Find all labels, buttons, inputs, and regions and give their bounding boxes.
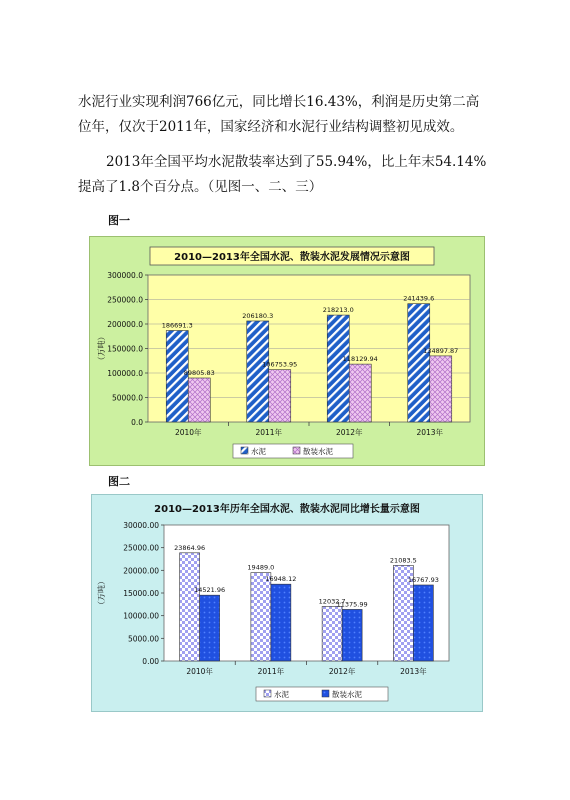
y-tick-label: 25000.00 [123,543,159,553]
legend-label: 水泥 [251,447,266,456]
bar-bulk-cement [413,585,433,661]
x-tick-label: 2013年 [416,428,444,437]
data-label: 19489.0 [247,563,275,572]
y-tick-label: 100000.0 [107,369,143,378]
y-tick-label: 300000.0 [107,271,143,280]
y-tick-label: 200000.0 [107,320,143,329]
data-label: 206180.3 [242,311,274,320]
data-label: 118129.94 [342,355,378,364]
x-tick-label: 2011年 [255,428,283,437]
paragraph-profit [78,90,498,140]
bar-cement [322,606,342,661]
legend-swatch [264,690,271,697]
data-label: 23864.96 [174,543,206,552]
paragraph-bulk-rate [78,150,498,200]
y-tick-label: 20000.00 [123,566,159,576]
y-tick-label: 15000.00 [123,589,159,598]
bar-bulk-cement [349,364,371,422]
data-label: 241439.6 [403,294,435,303]
chart-title: 2010—2013年历年全国水泥、散装水泥同比增长量示意图 [154,504,420,515]
legend-label: 水泥 [274,690,289,699]
data-label: 12032.7 [318,597,346,606]
legend-label: 散装水泥 [332,690,362,699]
x-tick-label: 2010年 [186,667,213,676]
y-tick-label: 250000.0 [107,295,143,305]
bar-bulk-cement [188,378,210,422]
data-label: 218213.0 [322,306,354,315]
x-tick-label: 2011年 [257,667,285,676]
y-tick-label: 30000.00 [123,521,159,530]
figure-1-caption: 图一 [108,214,130,227]
bar-bulk-cement [269,370,291,422]
data-label: 11375.99 [336,600,368,609]
figure-2-caption: 图二 [108,475,130,488]
chart-1-svg [90,237,484,465]
bar-cement [327,315,349,422]
bar-bulk-cement [342,609,362,661]
x-tick-label: 2012年 [335,428,363,437]
data-label: 186691.3 [161,321,193,330]
bar-cement [251,573,271,661]
paragraph-line: 2013年全国平均水泥散装率达到了55.94%，比上年末54.14% [106,154,487,170]
x-tick-label: 2013年 [400,667,427,676]
bar-cement [408,304,430,422]
data-label: 134897.87 [423,346,459,355]
chart-2 [91,494,483,712]
bar-cement [247,321,269,422]
data-label: 106753.95 [262,360,298,369]
y-tick-label: 150000.0 [107,344,143,354]
data-label: 16948.12 [265,575,297,584]
paragraph-line: 提高了1.8个百分点。（见图一、二、三） [78,179,323,195]
paragraph-line: 水泥行业实现利润766亿元，同比增长16.43%，利润是历史第二高 [78,94,480,110]
y-tick-label: 0.0 [131,418,143,427]
chart-1 [89,236,485,466]
data-label: 14521.96 [194,586,226,595]
data-label: 21083.5 [389,556,417,565]
x-tick-label: 2010年 [174,428,202,437]
chart-title: 2010—2013年全国水泥、散装水泥发展情况示意图 [174,252,410,263]
legend-swatch [322,690,329,697]
bar-bulk-cement [271,584,291,661]
legend-swatch [293,447,300,454]
y-tick-label: 5000.00 [127,634,159,644]
y-tick-label: 10000.00 [123,611,159,621]
y-axis-label: （万吨） [97,332,106,365]
y-tick-label: 0.00 [142,657,159,666]
legend-swatch [241,447,248,454]
chart-2-svg [92,495,482,711]
paragraph-line: 位年，仅次于2011年，国家经济和水泥行业结构调整初见成效。 [78,119,464,135]
data-label: 16767.93 [407,575,439,584]
y-tick-label: 50000.0 [111,393,143,403]
y-axis-label: （万吨） [97,577,106,609]
data-label: 89805.83 [183,368,215,377]
x-tick-label: 2012年 [328,667,356,676]
bar-bulk-cement [430,356,452,422]
bar-bulk-cement [200,595,220,661]
legend-label: 散装水泥 [303,447,333,456]
bar-cement [180,553,200,661]
